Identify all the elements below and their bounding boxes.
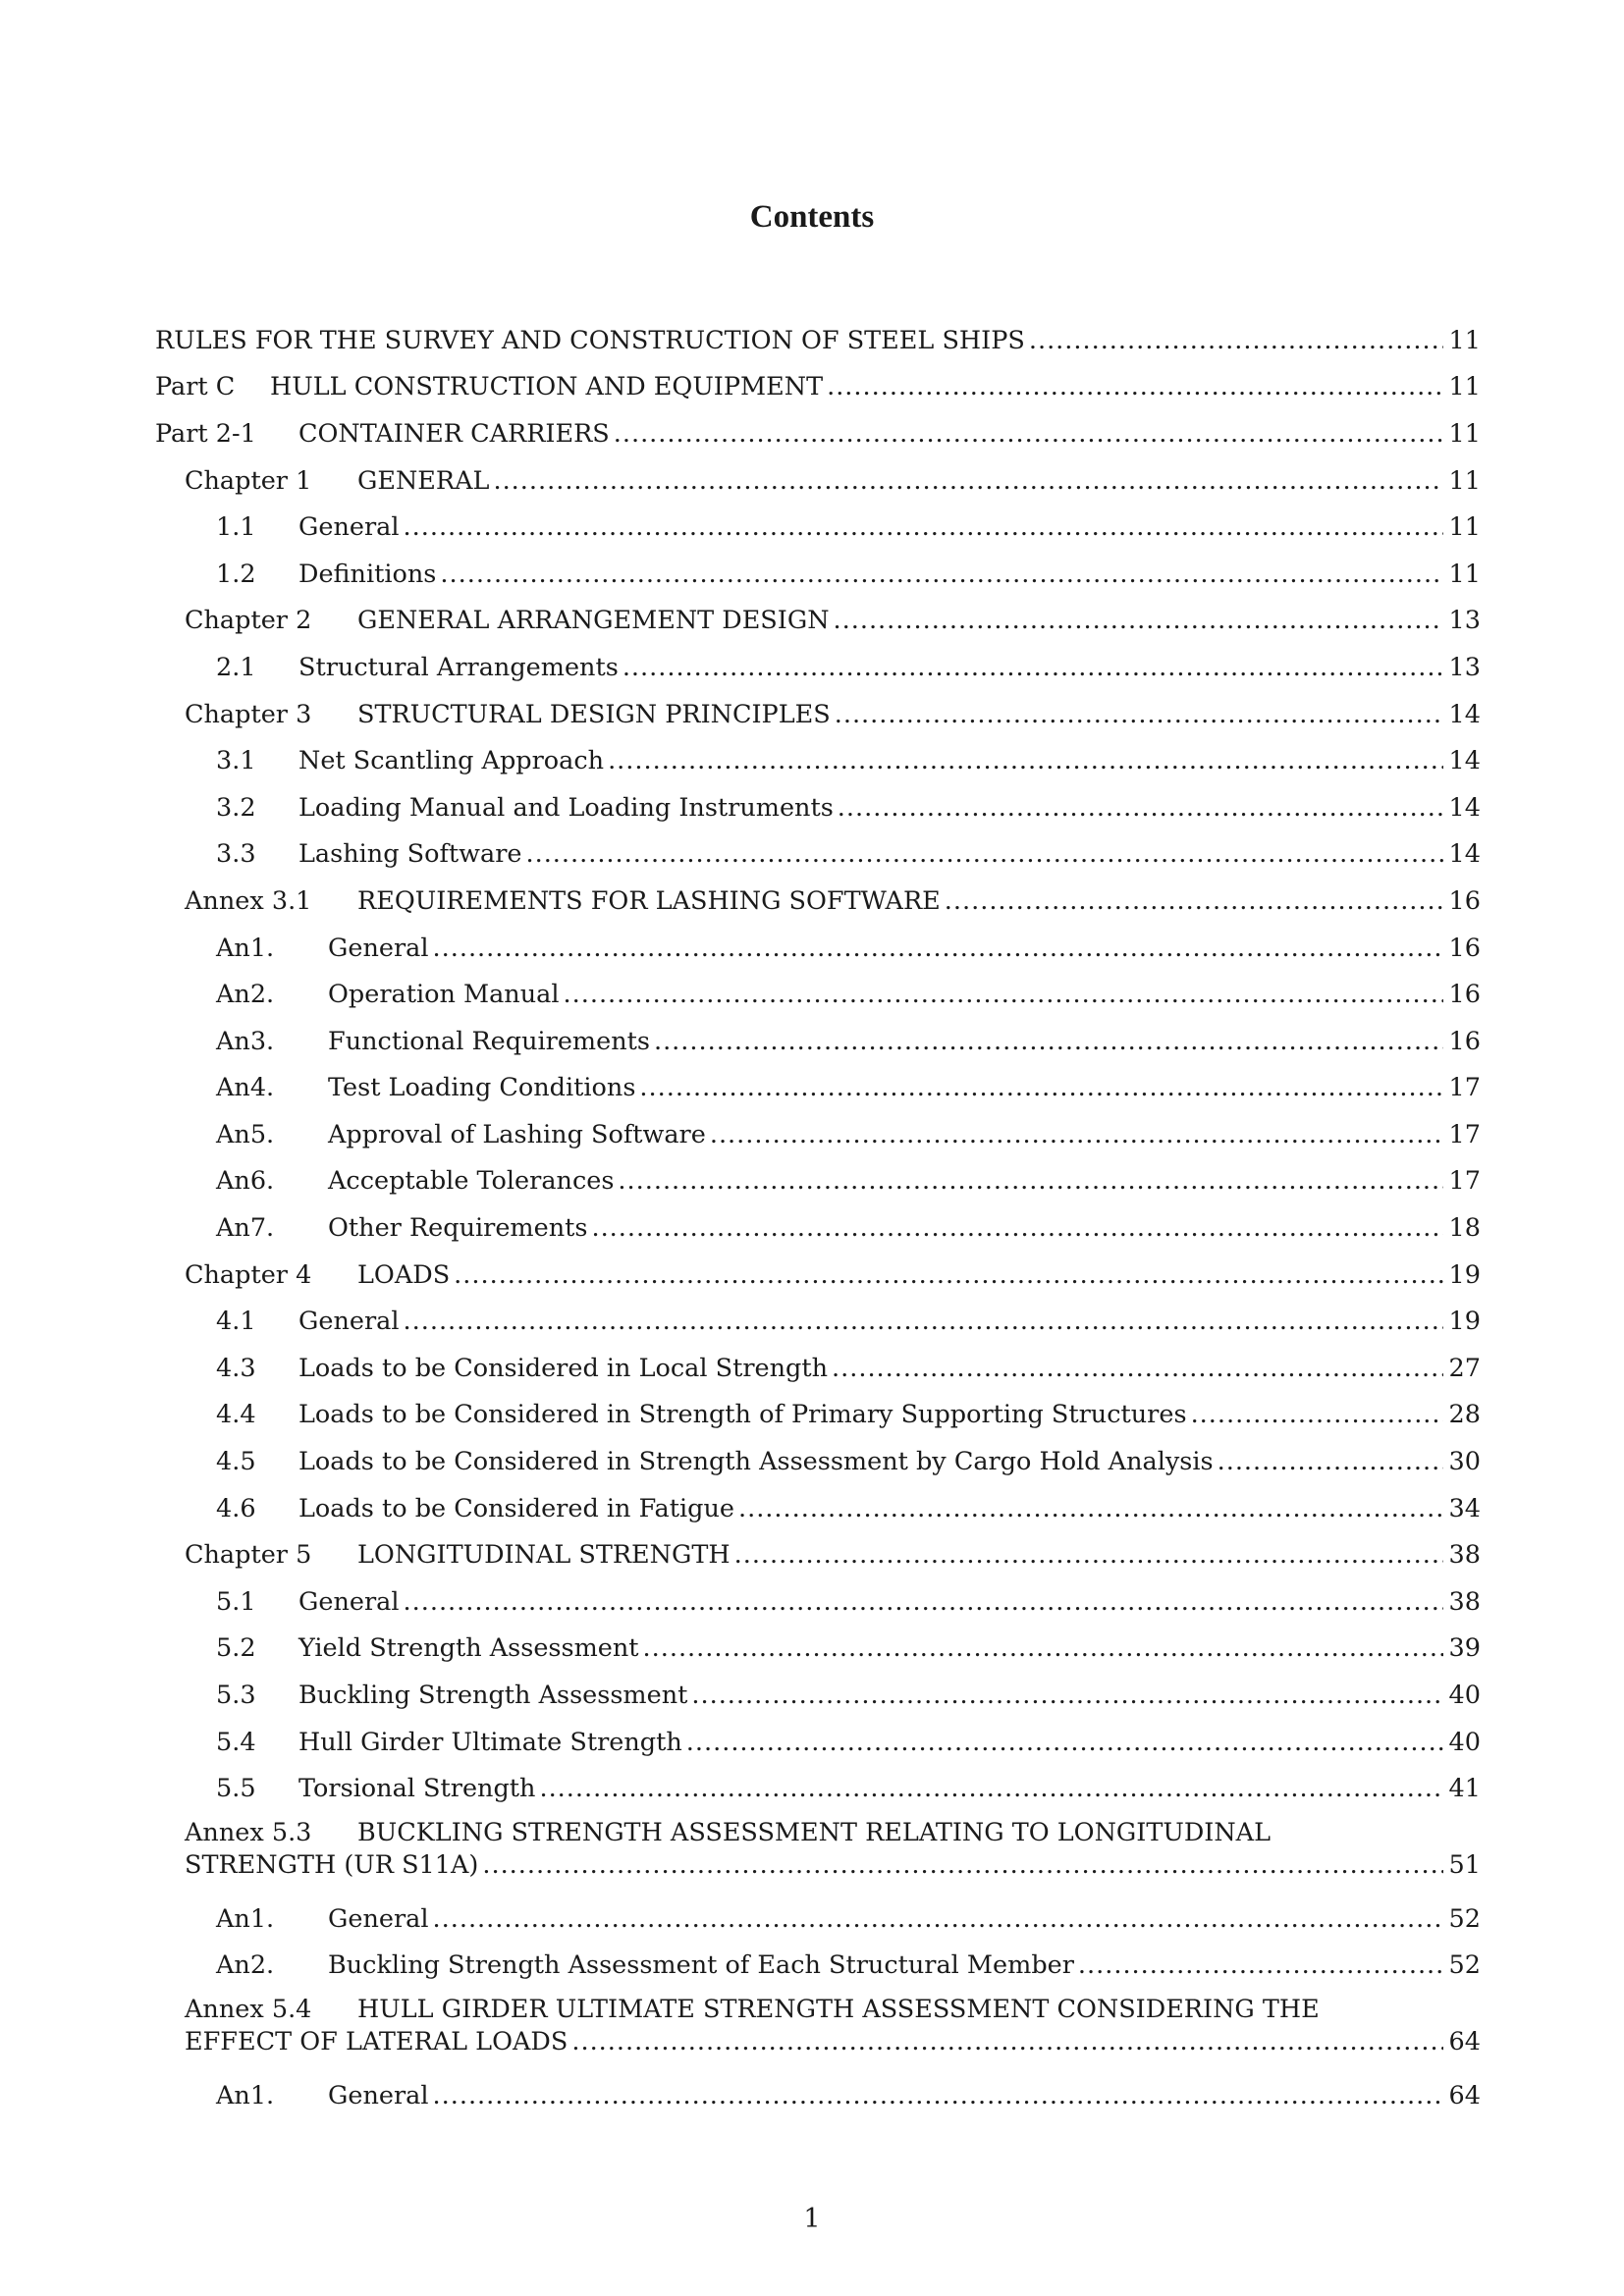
toc-dot-leader bbox=[525, 839, 1443, 869]
toc-entry-page: 19 bbox=[1448, 1259, 1481, 1290]
toc-entry-title: Buckling Strength Assessment of Each Structural Member bbox=[328, 1950, 1074, 1981]
toc-entry-number: 4.4 bbox=[216, 1400, 256, 1430]
toc-dot-leader bbox=[454, 1260, 1443, 1290]
toc-entry-title: General bbox=[328, 1903, 429, 1934]
toc-entry[interactable] bbox=[155, 1765, 1481, 1812]
toc-entry-title: General bbox=[328, 2080, 429, 2110]
toc-dot-leader bbox=[1029, 326, 1443, 355]
toc-entry-number: An1. bbox=[216, 2080, 275, 2110]
toc-dot-leader bbox=[623, 653, 1443, 682]
toc-entry-page: 13 bbox=[1448, 606, 1481, 636]
toc-entry[interactable] bbox=[155, 551, 1481, 598]
toc-entry-title: Functional Requirements bbox=[328, 1026, 650, 1056]
toc-entry-number: An2. bbox=[216, 1950, 275, 1981]
toc-entry-page: 64 bbox=[1448, 2080, 1481, 2110]
toc-entry[interactable] bbox=[155, 317, 1481, 364]
toc-entry[interactable] bbox=[155, 598, 1481, 645]
toc-entry[interactable] bbox=[155, 1943, 1481, 1990]
page-title: Contents bbox=[749, 199, 875, 235]
toc-entry-title: Net Scantling Approach bbox=[298, 746, 605, 776]
toc-entry-title: Loads to be Considered in Strength of Primary Supporting Structures bbox=[298, 1400, 1187, 1430]
toc-entry[interactable] bbox=[155, 644, 1481, 691]
toc-entry-title-cont: EFFECT OF LATERAL LOADS bbox=[185, 2027, 568, 2057]
toc-entry-number: Annex 5.3 bbox=[185, 1818, 312, 1847]
toc-entry[interactable] bbox=[155, 504, 1481, 551]
toc-dot-leader bbox=[1191, 1400, 1443, 1429]
toc-entry-title: Loads to be Considered in Strength Assessment by Cargo Hold Analysis bbox=[298, 1447, 1214, 1477]
toc-entry[interactable] bbox=[155, 691, 1481, 738]
toc-entry-page: 52 bbox=[1448, 1950, 1481, 1981]
toc-entry[interactable] bbox=[155, 1672, 1481, 1719]
toc-dot-leader bbox=[710, 1120, 1443, 1149]
toc-entry[interactable] bbox=[155, 1531, 1481, 1578]
toc-entry-title: Lashing Software bbox=[298, 839, 522, 870]
toc-entry-title: Acceptable Tolerances bbox=[328, 1166, 615, 1197]
toc-entry-page: 14 bbox=[1448, 746, 1481, 776]
toc-dot-leader bbox=[608, 746, 1443, 775]
toc-entry-number: Chapter 2 bbox=[185, 606, 312, 636]
toc-entry-number: An3. bbox=[216, 1026, 275, 1056]
toc-entry-title: HULL CONSTRUCTION AND EQUIPMENT bbox=[270, 372, 824, 402]
toc-entry[interactable] bbox=[155, 1252, 1481, 1299]
toc-dot-leader bbox=[639, 1073, 1443, 1102]
toc-entry-page: 11 bbox=[1448, 325, 1481, 355]
toc-entry[interactable] bbox=[155, 831, 1481, 879]
toc-entry-page: 17 bbox=[1448, 1073, 1481, 1103]
toc-entry-title: RULES FOR THE SURVEY AND CONSTRUCTION OF STEEL SHIPS bbox=[155, 325, 1025, 355]
toc-dot-leader bbox=[404, 1587, 1443, 1617]
toc-entry[interactable] bbox=[155, 2072, 1481, 2119]
toc-entry[interactable] bbox=[155, 737, 1481, 784]
toc-entry-page: 13 bbox=[1448, 652, 1481, 682]
toc-dot-leader bbox=[440, 560, 1443, 589]
toc-entry-page: 18 bbox=[1448, 1213, 1481, 1244]
toc-entry-page: 40 bbox=[1448, 1681, 1481, 1711]
toc-entry-number: 4.3 bbox=[216, 1353, 256, 1383]
toc-entry-title: Buckling Strength Assessment bbox=[298, 1681, 688, 1711]
toc-entry[interactable] bbox=[155, 1719, 1481, 1766]
toc-dot-leader bbox=[654, 1027, 1443, 1056]
toc-entry-page: 11 bbox=[1448, 465, 1481, 496]
toc-entry[interactable] bbox=[155, 1298, 1481, 1345]
toc-dot-leader bbox=[404, 512, 1443, 542]
toc-entry-line bbox=[185, 1989, 1481, 2024]
toc-dot-leader bbox=[1218, 1447, 1443, 1476]
toc-dot-leader bbox=[738, 1494, 1443, 1523]
toc-entry[interactable] bbox=[155, 878, 1481, 925]
toc-entry-title: Structural Arrangements bbox=[298, 652, 619, 682]
toc-entry-number: 1.1 bbox=[216, 512, 256, 543]
toc-entry-title: General bbox=[298, 512, 400, 543]
toc-entry-line bbox=[185, 1847, 1481, 1883]
toc-entry-page: 17 bbox=[1448, 1166, 1481, 1197]
toc-dot-leader bbox=[686, 1728, 1443, 1757]
toc-entry-number: 3.2 bbox=[216, 792, 256, 823]
toc-entry-number: Chapter 4 bbox=[185, 1259, 312, 1290]
toc-entry-number: Chapter 3 bbox=[185, 699, 312, 729]
toc-dot-leader bbox=[404, 1307, 1443, 1336]
toc-entry-page: 11 bbox=[1448, 512, 1481, 543]
toc-entry-title: CONTAINER CARRIERS bbox=[298, 418, 610, 449]
toc-entry-number: 4.5 bbox=[216, 1447, 256, 1477]
toc-entry[interactable] bbox=[155, 925, 1481, 972]
toc-entry-page: 16 bbox=[1448, 980, 1481, 1010]
toc-entry-number: An4. bbox=[216, 1073, 275, 1103]
toc-entry-page: 11 bbox=[1448, 372, 1481, 402]
toc-entry-number: 3.3 bbox=[216, 839, 256, 870]
toc-entry-number: 4.1 bbox=[216, 1307, 256, 1337]
toc-entry[interactable] bbox=[155, 971, 1481, 1018]
toc-entry[interactable] bbox=[155, 1204, 1481, 1252]
toc-dot-leader bbox=[564, 980, 1443, 1009]
toc-entry-page: 28 bbox=[1448, 1400, 1481, 1430]
toc-dot-leader bbox=[591, 1213, 1443, 1243]
toc-entry-page: 51 bbox=[1448, 1850, 1481, 1880]
toc-entry[interactable] bbox=[155, 1438, 1481, 1485]
toc-entry[interactable] bbox=[155, 1345, 1481, 1392]
toc-entry-title: Loads to be Considered in Local Strength bbox=[298, 1353, 829, 1383]
toc-entry[interactable] bbox=[155, 457, 1481, 505]
toc-entry-number: An6. bbox=[216, 1166, 275, 1197]
toc-entry-number: An7. bbox=[216, 1213, 275, 1244]
toc-entry[interactable] bbox=[155, 1896, 1481, 1943]
toc-dot-leader bbox=[539, 1774, 1443, 1803]
toc-entry[interactable] bbox=[155, 1485, 1481, 1532]
toc-entry-page: 17 bbox=[1448, 1119, 1481, 1149]
toc-entry-title: REQUIREMENTS FOR LASHING SOFTWARE bbox=[357, 885, 941, 916]
toc-entry[interactable] bbox=[155, 364, 1481, 411]
toc-entry-page: 19 bbox=[1448, 1307, 1481, 1337]
toc-entry-number: 5.5 bbox=[216, 1774, 256, 1804]
toc-entry-number: An5. bbox=[216, 1119, 275, 1149]
toc-entry-annex[interactable] bbox=[155, 1989, 1481, 2072]
toc-entry-page: 16 bbox=[1448, 933, 1481, 963]
toc-entry-number: Part 2-1 bbox=[155, 418, 256, 449]
toc-entry-title: Approval of Lashing Software bbox=[328, 1119, 706, 1149]
toc-entry-line bbox=[185, 2024, 1481, 2059]
toc-entry-number: Part C bbox=[155, 372, 236, 402]
toc-dot-leader bbox=[835, 700, 1443, 729]
toc-entry-title: Loads to be Considered in Fatigue bbox=[298, 1493, 734, 1523]
toc-entry-number: 5.4 bbox=[216, 1727, 256, 1757]
toc-entry[interactable] bbox=[155, 1578, 1481, 1626]
toc-dot-leader bbox=[433, 934, 1443, 963]
toc-entry[interactable] bbox=[155, 784, 1481, 831]
toc-entry-number: Chapter 1 bbox=[185, 465, 312, 496]
toc-entry[interactable] bbox=[155, 410, 1481, 457]
toc-entry-page: 11 bbox=[1448, 559, 1481, 589]
table-of-contents bbox=[155, 317, 1481, 2119]
toc-entry-title: BUCKLING STRENGTH ASSESSMENT RELATING TO LONGITUDINAL bbox=[357, 1818, 1272, 1847]
toc-entry-page: 41 bbox=[1448, 1774, 1481, 1804]
toc-entry-page: 11 bbox=[1448, 418, 1481, 449]
toc-dot-leader bbox=[433, 1904, 1443, 1934]
toc-entry[interactable] bbox=[155, 1111, 1481, 1158]
toc-entry-number: 4.6 bbox=[216, 1493, 256, 1523]
toc-entry-annex[interactable] bbox=[155, 1812, 1481, 1896]
toc-entry-number: An2. bbox=[216, 980, 275, 1010]
toc-entry-page: 27 bbox=[1448, 1353, 1481, 1383]
toc-entry-title-cont: STRENGTH (UR S11A) bbox=[185, 1850, 479, 1880]
toc-entry-page: 40 bbox=[1448, 1727, 1481, 1757]
toc-dot-leader bbox=[832, 1354, 1443, 1383]
toc-entry-page: 64 bbox=[1448, 2027, 1481, 2057]
toc-entry-number: 3.1 bbox=[216, 746, 256, 776]
toc-entry-number: 2.1 bbox=[216, 652, 256, 682]
toc-entry-title: Yield Strength Assessment bbox=[298, 1633, 639, 1664]
toc-entry-title: LOADS bbox=[357, 1259, 451, 1290]
toc-entry-page: 14 bbox=[1448, 839, 1481, 870]
toc-entry-line bbox=[185, 1812, 1481, 1847]
toc-dot-leader bbox=[734, 1540, 1443, 1570]
toc-dot-leader bbox=[834, 606, 1443, 635]
toc-entry-title: Torsional Strength bbox=[298, 1774, 536, 1804]
toc-entry-page: 38 bbox=[1448, 1586, 1481, 1617]
toc-entry-number: An1. bbox=[216, 1903, 275, 1934]
toc-dot-leader bbox=[571, 2027, 1443, 2056]
toc-entry-number: Annex 3.1 bbox=[185, 885, 312, 916]
toc-entry-page: 16 bbox=[1448, 1026, 1481, 1056]
toc-entry-page: 30 bbox=[1448, 1447, 1481, 1477]
toc-entry-title: Hull Girder Ultimate Strength bbox=[298, 1727, 682, 1757]
toc-entry-page: 16 bbox=[1448, 885, 1481, 916]
toc-entry-page: 14 bbox=[1448, 699, 1481, 729]
toc-entry-title: Loading Manual and Loading Instruments bbox=[298, 792, 834, 823]
toc-entry-title: Test Loading Conditions bbox=[328, 1073, 636, 1103]
toc-dot-leader bbox=[945, 886, 1443, 916]
toc-entry-number: Chapter 5 bbox=[185, 1540, 312, 1571]
toc-dot-leader bbox=[1078, 1950, 1443, 1980]
toc-entry-page: 52 bbox=[1448, 1903, 1481, 1934]
page-number: 1 bbox=[803, 2204, 821, 2234]
toc-dot-leader bbox=[614, 419, 1443, 449]
toc-entry[interactable] bbox=[155, 1158, 1481, 1205]
toc-dot-leader bbox=[827, 372, 1443, 401]
toc-dot-leader bbox=[691, 1681, 1443, 1710]
toc-entry-title: LONGITUDINAL STRENGTH bbox=[357, 1540, 731, 1571]
toc-entry-title: Operation Manual bbox=[328, 980, 560, 1010]
toc-entry-title: Definitions bbox=[298, 559, 437, 589]
toc-entry-number: 1.2 bbox=[216, 559, 256, 589]
toc-entry-number: An1. bbox=[216, 933, 275, 963]
toc-entry[interactable] bbox=[155, 1392, 1481, 1439]
toc-entry[interactable] bbox=[155, 1065, 1481, 1112]
toc-entry-page: 34 bbox=[1448, 1493, 1481, 1523]
toc-entry-title: GENERAL ARRANGEMENT DESIGN bbox=[357, 606, 830, 636]
toc-entry-title: Other Requirements bbox=[328, 1213, 588, 1244]
toc-entry-page: 14 bbox=[1448, 792, 1481, 823]
toc-entry-title: STRUCTURAL DESIGN PRINCIPLES bbox=[357, 699, 831, 729]
toc-entry-title: General bbox=[328, 933, 429, 963]
toc-dot-leader bbox=[433, 2081, 1443, 2110]
toc-entry-title: General bbox=[298, 1307, 400, 1337]
toc-entry-page: 39 bbox=[1448, 1633, 1481, 1664]
toc-entry[interactable] bbox=[155, 1626, 1481, 1673]
toc-entry-page: 38 bbox=[1448, 1540, 1481, 1571]
toc-dot-leader bbox=[482, 1850, 1443, 1880]
toc-entry-number: 5.3 bbox=[216, 1681, 256, 1711]
toc-entry-title: HULL GIRDER ULTIMATE STRENGTH ASSESSMENT CONSIDERING THE bbox=[357, 1995, 1320, 2025]
toc-dot-leader bbox=[643, 1633, 1443, 1663]
toc-entry-number: Annex 5.4 bbox=[185, 1995, 312, 2025]
toc-entry-number: 5.2 bbox=[216, 1633, 256, 1664]
toc-dot-leader bbox=[493, 466, 1443, 496]
toc-dot-leader bbox=[618, 1166, 1443, 1196]
toc-entry[interactable] bbox=[155, 1018, 1481, 1065]
toc-entry-title: GENERAL bbox=[357, 465, 490, 496]
toc-entry-number: 5.1 bbox=[216, 1586, 256, 1617]
toc-dot-leader bbox=[838, 793, 1443, 823]
toc-entry-title: General bbox=[298, 1586, 400, 1617]
